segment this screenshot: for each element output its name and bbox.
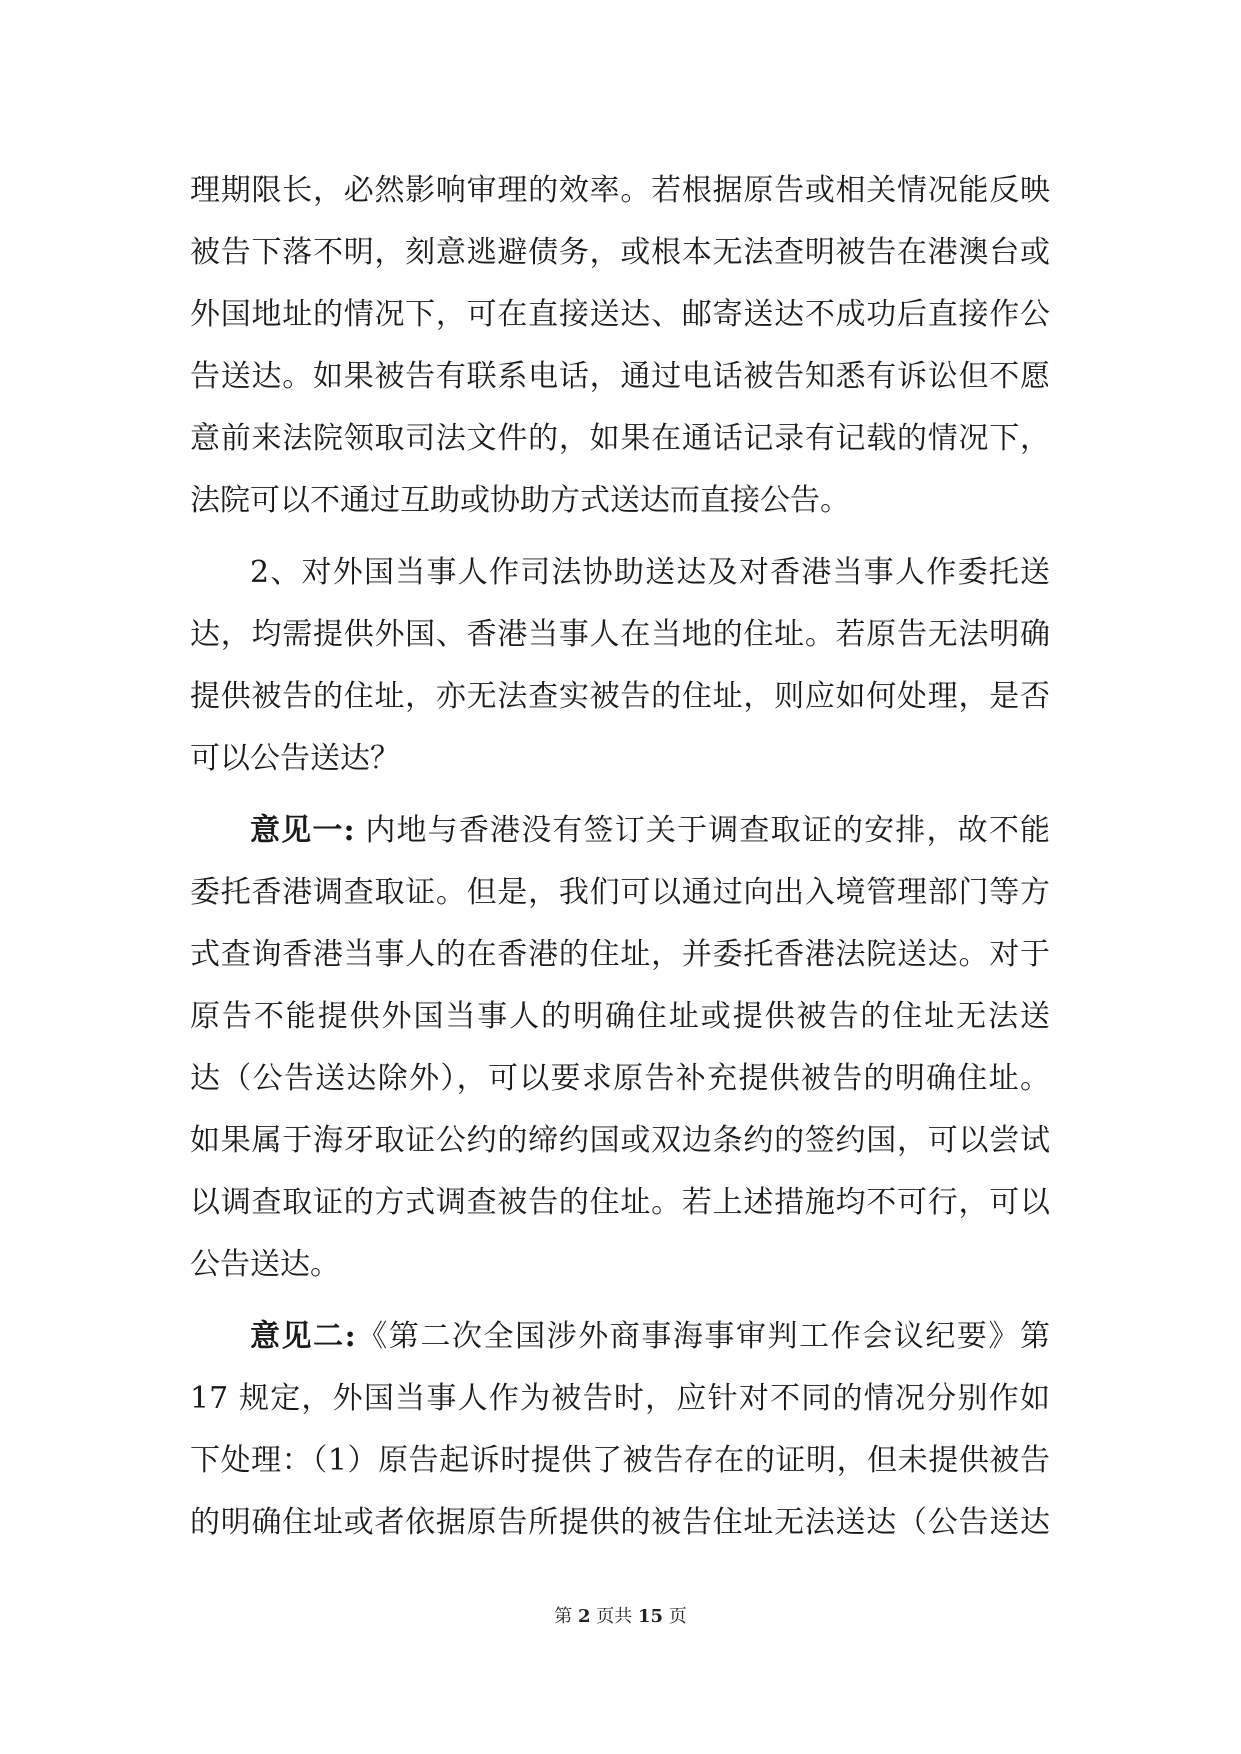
footer-total-pages: 15 <box>637 1606 664 1627</box>
footer-middle: 页共 <box>596 1606 633 1627</box>
text-line: 式查询香港当事人的在香港的住址，并委托香港法院送达。对于 <box>190 937 1050 972</box>
text-line: 公告送达。 <box>190 1247 340 1282</box>
footer-page-number: 2 <box>577 1606 591 1627</box>
document-body <box>190 160 1050 1554</box>
text-line: 委托香港调查取证。但是，我们可以通过向出入境管理部门等方 <box>190 875 1050 910</box>
text-line: 原告不能提供外国当事人的明确住址或提供被告的住址无法送 <box>190 999 1050 1034</box>
text-line: 达（公告送达除外），可以要求原告补充提供被告的明确住址。 <box>190 1061 1050 1096</box>
text-line: 可以公告送达？ <box>190 741 400 776</box>
text-line: 提供被告的住址，亦无法查实被告的住址，则应如何处理，是否 <box>190 679 1050 714</box>
text-line: 意前来法院领取司法文件的，如果在通话记录有记载的情况下， <box>190 421 1050 456</box>
text-line: 以调查取证的方式调查被告的住址。若上述措施均不可行，可以 <box>190 1185 1050 1220</box>
text-line: 下处理：（1）原告起诉时提供了被告存在的证明，但未提供被告 <box>190 1443 1050 1478</box>
text-line: 外国地址的情况下，可在直接送达、邮寄送达不成功后直接作公 <box>190 297 1050 332</box>
text-line <box>190 1306 1050 1368</box>
text-line <box>190 800 1050 862</box>
text-line: 法院可以不通过互助或协助方式送达而直接公告。 <box>190 483 850 518</box>
footer-prefix: 第 <box>554 1606 573 1627</box>
opinion-2-text: 《第二次全国涉外商事海事审判工作会议纪要》第 <box>355 1319 1050 1354</box>
text-line <box>190 542 1050 604</box>
page-footer <box>0 1605 1241 1629</box>
text-line: 理期限长，必然影响审理的效率。若根据原告或相关情况能反映 <box>190 173 1050 208</box>
text-line: 的明确住址或者依据原告所提供的被告住址无法送达（公告送达 <box>190 1505 1050 1540</box>
text-line: 被告下落不明，刻意逃避债务，或根本无法查明被告在港澳台或 <box>190 235 1050 270</box>
text-line: 告送达。如果被告有联系电话，通过电话被告知悉有诉讼但不愿 <box>190 359 1050 394</box>
text-line: 如果属于海牙取证公约的缔约国或双边条约的签约国，可以尝试 <box>190 1123 1050 1158</box>
opinion-1-label: 意见一: <box>250 813 355 848</box>
footer-suffix: 页 <box>668 1606 687 1627</box>
opinion-1-text: 内地与香港没有签订关于调查取证的安排，故不能 <box>365 813 1050 848</box>
text-line: 达，均需提供外国、香港当事人在当地的住址。若原告无法明确 <box>190 617 1050 652</box>
text-line: 17 规定，外国当事人作为被告时，应针对不同的情况分别作如 <box>190 1381 1050 1416</box>
opinion-2-label: 意见二: <box>250 1319 356 1354</box>
question-2-text: 2、对外国当事人作司法协助送达及对香港当事人作委托送 <box>250 555 1050 590</box>
